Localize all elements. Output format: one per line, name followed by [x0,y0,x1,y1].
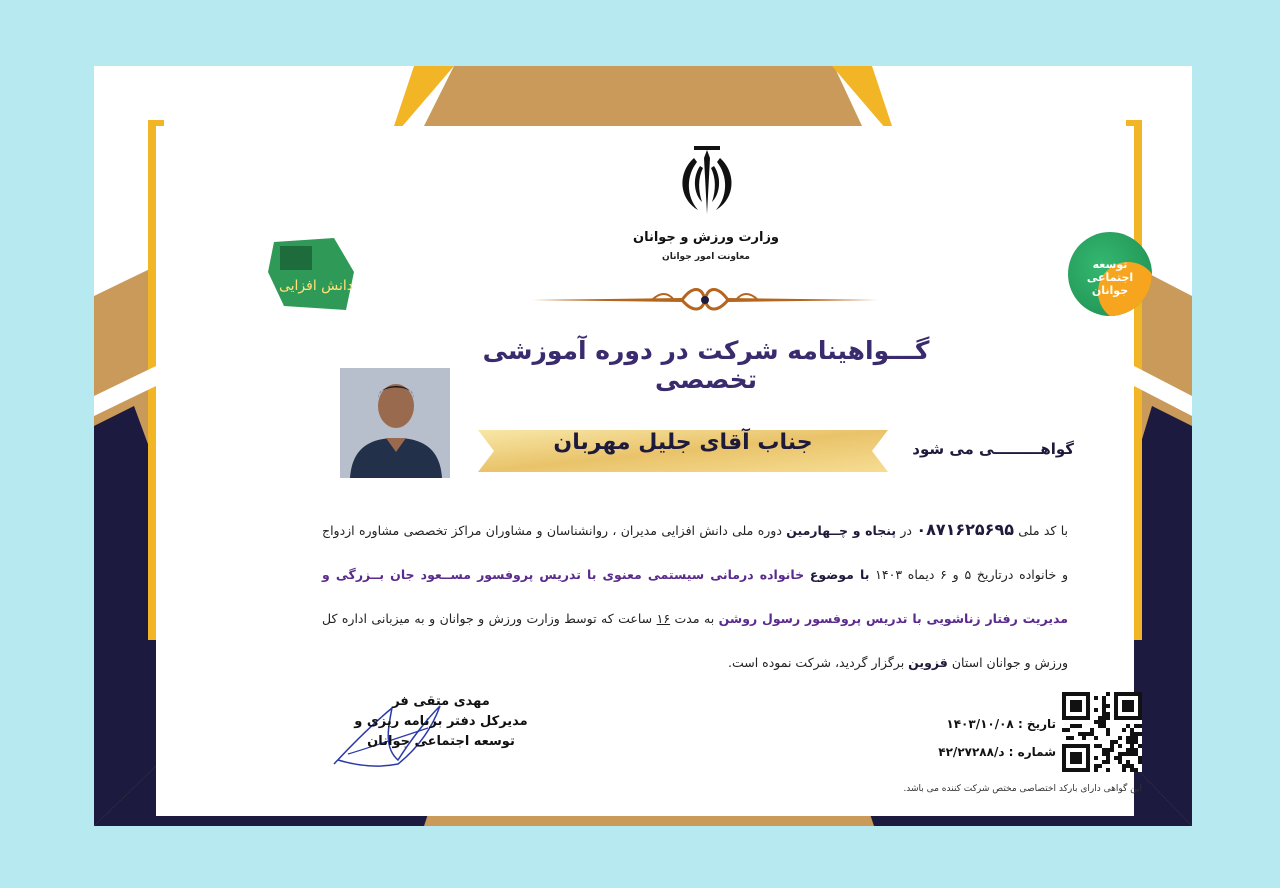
ornament-divider [532,280,878,320]
number-label: شماره : [1008,745,1056,759]
recipient-name: جناب آقای جلیل مهربان [553,430,813,455]
text-segment: ساعت که توسط وزارت ورزش و جوانان و به میزبانی اداره کل [322,611,653,626]
text-segment: دوره ملی دانش افزایی مدیران ، روانشناسان و مشاوران مراکز تخصصی مشاوره ازدواج [322,523,782,538]
date-label: تاریخ : [1017,717,1056,731]
certificate-body [156,126,1142,816]
number-row [916,738,1056,766]
course-hours: ۱۶ [656,611,671,626]
number-value: د/۴۲/۲۷۲۸۸ [938,745,1005,759]
text-segment: برگزار گردید، شرکت نموده است. [728,655,905,670]
signer-block [326,692,556,752]
certificate-frame [94,66,1192,826]
deputy-name: معاونت امور جوانان [662,252,750,262]
date-row [916,710,1056,738]
province-name: قزوین [908,655,948,670]
certificate-text [322,508,1068,685]
youth-development-logo [1068,232,1152,316]
signer-role: توسعه اجتماعی جوانان [367,734,515,749]
course-topic: مدیریت رفتار زناشویی با تدریس پروفسور رسول روشن [718,611,1069,626]
logo-left-text: دانش افزایی [278,278,354,294]
text-segment: در [900,523,912,538]
recipient-photo [340,368,450,478]
signer-role: مدیرکل دفتر برنامه ریزی و [354,714,528,729]
certificate-title: گـــواهینامه شرکت در دوره آموزشی تخصصی [482,336,930,394]
text-segment: به مدت [674,611,715,626]
qr-code [1062,692,1142,772]
course-ordinal: پنجاه و چــهارمین [786,523,897,538]
text-segment: با کد ملی [1018,523,1068,538]
text-segment: ورزش و جوانان استان [951,655,1068,670]
knowledge-logo [264,232,364,316]
text-segment: و خانواده درتاریخ ۵ و ۶ دیماه ۱۴۰۳ [875,567,1068,582]
signer-name: مهدی متقی فر [392,694,490,709]
ministry-name: وزارت ورزش و جوانان [632,230,780,245]
footer-note: این گواهی دارای بارکد اختصاصی مختص شرکت کننده می باشد. [903,784,1142,794]
course-topic: خانواده درمانی سیستمی معنوی با تدریس پروفسور مســعود جان بــزرگی و [322,567,805,582]
national-code: ۰۸۷۱۶۲۵۶۹۵ [916,520,1014,539]
certify-label: گواهـــــــــی می شود [912,440,1074,458]
date-value: ۱۴۰۳/۱۰/۰۸ [946,717,1014,731]
certificate-meta [916,710,1056,766]
logo-right-text: توسعه اجتماعی جوانان [1086,258,1134,297]
emblem-icon [664,144,750,224]
topic-label: با موضوع [809,567,870,582]
